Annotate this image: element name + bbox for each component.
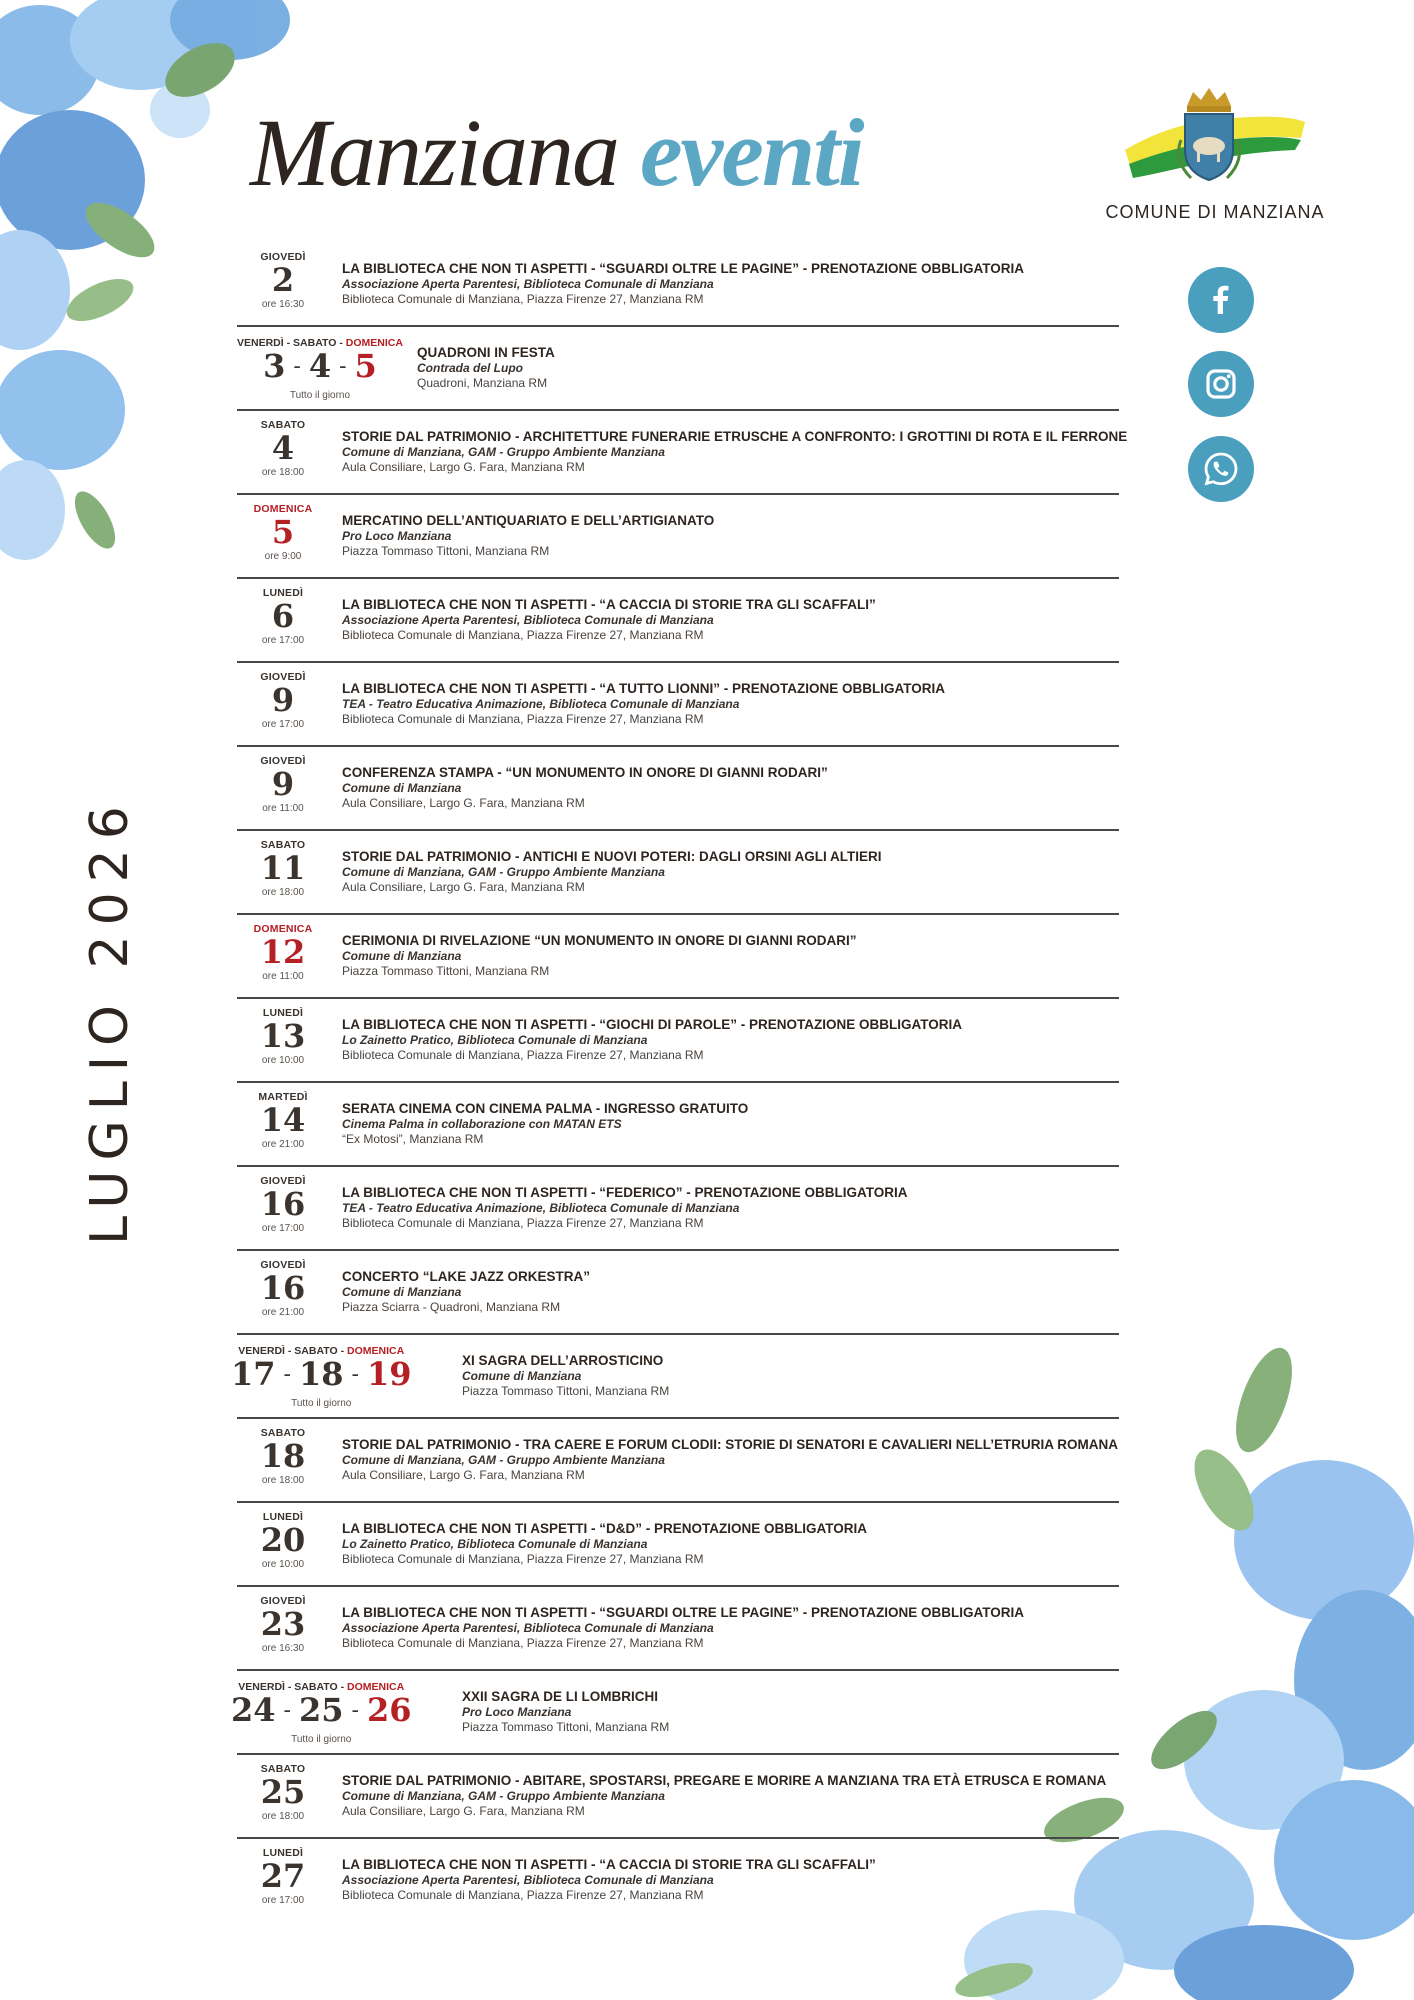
multi-dow-part: DOMENICA (347, 1345, 405, 1357)
event-row (237, 1167, 1119, 1251)
event-organizer: Comune di Manziana (342, 781, 462, 795)
event-location: Biblioteca Comunale di Manziana, Piazza Firenze 27, Manziana RM (342, 1048, 704, 1062)
multi-day-number: 19 (366, 1355, 412, 1393)
event-date (237, 1259, 329, 1318)
event-weekdays: VENERDÌ - SABATO - DOMENICA (237, 337, 403, 349)
event-time: Tutto il giorno (291, 1734, 352, 1745)
event-title: LA BIBLIOTECA CHE NON TI ASPETTI - “A CACCIA DI STORIE TRA GLI SCAFFALI” (342, 597, 876, 612)
event-row (231, 1335, 1119, 1419)
event-row (237, 747, 1119, 831)
event-location: Aula Consiliare, Largo G. Fara, Manziana RM (342, 1804, 585, 1818)
multi-day-number: 4 (308, 347, 332, 385)
event-info (342, 597, 1119, 642)
event-location: Aula Consiliare, Largo G. Fara, Manziana RM (342, 1468, 585, 1482)
event-day-number: 9 (271, 681, 295, 719)
event-row (237, 999, 1119, 1083)
event-location: Biblioteca Comunale di Manziana, Piazza Firenze 27, Manziana RM (342, 1552, 704, 1566)
event-info (342, 1101, 1119, 1146)
event-location: Biblioteca Comunale di Manziana, Piazza Firenze 27, Manziana RM (342, 292, 704, 306)
event-info (462, 1353, 1119, 1398)
event-date (237, 755, 329, 814)
event-organizer: Pro Loco Manziana (462, 1705, 572, 1719)
event-date (237, 587, 329, 646)
event-date (237, 923, 329, 982)
event-date (237, 839, 329, 898)
event-title: LA BIBLIOTECA CHE NON TI ASPETTI - “FEDERICO” - PRENOTAZIONE OBBLIGATORIA (342, 1185, 908, 1200)
event-date-range (231, 1681, 411, 1745)
event-day-number: 18 (260, 1437, 306, 1475)
event-title: LA BIBLIOTECA CHE NON TI ASPETTI - “D&D” - PRENOTAZIONE OBBLIGATORIA (342, 1521, 867, 1536)
event-location: Piazza Tommaso Tittoni, Manziana RM (342, 964, 550, 978)
event-row (237, 1755, 1119, 1839)
event-row (231, 1671, 1119, 1755)
event-title: LA BIBLIOTECA CHE NON TI ASPETTI - “GIOCHI DI PAROLE” - PRENOTAZIONE OBBLIGATORIA (342, 1017, 962, 1032)
event-weekday: GIOVEDÌ (260, 251, 306, 263)
event-row (237, 1419, 1119, 1503)
event-title: CONCERTO “LAKE JAZZ ORKESTRA” (342, 1269, 591, 1284)
multi-dow-part: SABATO (293, 337, 337, 349)
event-time: ore 21:00 (261, 1139, 305, 1150)
event-day-number: 6 (271, 597, 295, 635)
event-location: Piazza Tommaso Tittoni, Manziana RM (462, 1720, 670, 1734)
event-organizer: Associazione Aperta Parentesi, Biblioteca Comunale di Manziana (342, 277, 714, 291)
multi-day-number: 17 (231, 1355, 276, 1393)
event-organizer: Cinema Palma in collaborazione con MATAN ETS (342, 1117, 622, 1131)
event-location: Quadroni, Manziana RM (417, 376, 548, 390)
event-info (342, 1521, 1119, 1566)
event-row (237, 1251, 1119, 1335)
event-organizer: Comune di Manziana (342, 949, 462, 963)
instagram-button[interactable] (1188, 351, 1254, 417)
event-time: ore 17:00 (261, 1895, 305, 1906)
municipality-crest (1100, 80, 1330, 223)
event-title: LA BIBLIOTECA CHE NON TI ASPETTI - “A CACCIA DI STORIE TRA GLI SCAFFALI” (342, 1857, 876, 1872)
event-row (237, 663, 1119, 747)
event-info (342, 1605, 1119, 1650)
event-day-number: 5 (271, 513, 295, 551)
event-day-number: 9 (271, 765, 295, 803)
event-row (237, 1587, 1119, 1671)
event-organizer: Comune di Manziana, GAM - Gruppo Ambiente Manziana (342, 445, 665, 459)
event-title: XXII SAGRA DE LI LOMBRICHI (462, 1689, 659, 1704)
multi-day-number: 25 (298, 1691, 344, 1729)
event-title: XI SAGRA DELL’ARROSTICINO (462, 1353, 664, 1368)
event-date (237, 1763, 329, 1822)
day-separator: - (283, 1362, 291, 1387)
event-info (342, 1857, 1119, 1902)
event-time: ore 18:00 (261, 467, 305, 478)
event-info (342, 1773, 1119, 1818)
event-weekday: SABATO (260, 1763, 306, 1775)
event-time: ore 16:30 (261, 299, 305, 310)
event-time: ore 18:00 (261, 887, 305, 898)
event-weekday: GIOVEDÌ (260, 1595, 306, 1607)
event-organizer: Comune di Manziana (462, 1369, 582, 1383)
multi-day-number: 24 (231, 1691, 276, 1729)
event-date (237, 1847, 329, 1906)
event-row (237, 831, 1119, 915)
event-info (342, 849, 1119, 894)
event-date (237, 1427, 329, 1486)
multi-dow-part: DOMENICA (345, 337, 403, 349)
event-title: STORIE DAL PATRIMONIO - ABITARE, SPOSTARSI, PREGARE E MORIRE A MANZIANA TRA ETÀ ETRUSCA E ROMANA (342, 1773, 1107, 1788)
event-days (231, 1693, 411, 1732)
event-days (231, 1357, 411, 1396)
event-weekday: LUNEDÌ (262, 1511, 304, 1523)
event-day-number: 25 (260, 1773, 306, 1811)
event-day-number: 14 (260, 1101, 306, 1139)
event-day-number: 12 (260, 933, 306, 971)
multi-day-number: 5 (354, 347, 377, 385)
event-info (342, 765, 1119, 810)
event-organizer: TEA - Teatro Educativa Animazione, Biblioteca Comunale di Manziana (342, 1201, 740, 1215)
multi-dow-part: VENERDÌ (238, 1681, 285, 1693)
event-weekday: LUNEDÌ (262, 587, 304, 599)
event-day-number: 16 (260, 1269, 306, 1307)
event-date (237, 1511, 329, 1570)
event-weekday: DOMENICA (253, 923, 313, 935)
event-row (237, 327, 1119, 411)
event-title: LA BIBLIOTECA CHE NON TI ASPETTI - “SGUARDI OLTRE LE PAGINE” - PRENOTAZIONE OBBLIGATORIA (342, 1605, 1025, 1620)
event-days (237, 349, 403, 388)
event-title: STORIE DAL PATRIMONIO - ANTICHI E NUOVI POTERI: DAGLI ORSINI AGLI ALTIERI (342, 849, 882, 864)
event-day-number: 16 (260, 1185, 306, 1223)
event-time: ore 11:00 (262, 803, 304, 814)
event-time: ore 17:00 (261, 719, 305, 730)
event-location: Biblioteca Comunale di Manziana, Piazza Firenze 27, Manziana RM (342, 628, 704, 642)
multi-day-number: 18 (298, 1355, 344, 1393)
event-weekdays: VENERDÌ - SABATO - DOMENICA (238, 1681, 405, 1693)
crest-label: COMUNE DI MANZIANA (1105, 202, 1325, 222)
event-date (237, 1007, 329, 1066)
event-info (342, 1185, 1119, 1230)
event-time: ore 17:00 (261, 635, 305, 646)
event-row (237, 579, 1119, 663)
day-separator: - (283, 1698, 291, 1723)
event-time: ore 16:30 (261, 1643, 305, 1654)
multi-dow-part: VENERDÌ (237, 337, 284, 349)
event-date-range (231, 1345, 411, 1409)
day-separator: - (293, 354, 301, 379)
event-date (237, 1175, 329, 1234)
event-info (417, 345, 1119, 390)
event-weekday: SABATO (260, 839, 306, 851)
event-title: STORIE DAL PATRIMONIO - TRA CAERE E FORUM CLODII: STORIE DI SENATORI E CAVALIERI NELL’ETRURIA ROMANA (342, 1437, 1119, 1452)
day-separator: - (339, 354, 347, 379)
event-day-number: 27 (260, 1857, 306, 1895)
event-title: QUADRONI IN FESTA (417, 345, 555, 360)
event-date (237, 1091, 329, 1150)
title-main: Manziana (250, 99, 618, 206)
event-row (237, 1503, 1119, 1587)
multi-dow-part: SABATO (294, 1681, 338, 1693)
event-info (462, 1689, 1119, 1734)
event-row (237, 1839, 1119, 1923)
event-organizer: Associazione Aperta Parentesi, Biblioteca Comunale di Manziana (342, 1873, 714, 1887)
event-title: SERATA CINEMA CON CINEMA PALMA - INGRESSO GRATUITO (342, 1101, 749, 1116)
event-weekday: SABATO (260, 419, 306, 431)
event-title: LA BIBLIOTECA CHE NON TI ASPETTI - “A TUTTO LIONNI” - PRENOTAZIONE OBBLIGATORIA (342, 681, 945, 696)
event-info (342, 1017, 1119, 1062)
event-time: ore 18:00 (261, 1811, 305, 1822)
event-row (237, 243, 1119, 327)
event-weekday: LUNEDÌ (262, 1007, 304, 1019)
event-info (342, 933, 1119, 978)
event-date (237, 503, 329, 562)
event-info (342, 429, 1128, 474)
event-location: Biblioteca Comunale di Manziana, Piazza Firenze 27, Manziana RM (342, 712, 704, 726)
event-organizer: Contrada del Lupo (417, 361, 523, 375)
event-weekdays: VENERDÌ - SABATO - DOMENICA (238, 1345, 405, 1357)
events-list (231, 243, 1128, 1923)
event-title: LA BIBLIOTECA CHE NON TI ASPETTI - “SGUARDI OLTRE LE PAGINE” - PRENOTAZIONE OBBLIGATORIA (342, 261, 1025, 276)
event-organizer: Associazione Aperta Parentesi, Biblioteca Comunale di Manziana (342, 1621, 714, 1635)
multi-dow-part: VENERDÌ (238, 1345, 285, 1357)
event-weekday: SABATO (260, 1427, 306, 1439)
event-organizer: Comune di Manziana (342, 1285, 462, 1299)
event-row (237, 1083, 1119, 1167)
event-location: Biblioteca Comunale di Manziana, Piazza Firenze 27, Manziana RM (342, 1636, 704, 1650)
event-day-number: 13 (260, 1017, 306, 1055)
multi-day-number: 26 (366, 1691, 412, 1729)
event-time: ore 11:00 (262, 971, 304, 982)
event-location: Biblioteca Comunale di Manziana, Piazza Firenze 27, Manziana RM (342, 1888, 704, 1902)
event-title: CERIMONIA DI RIVELAZIONE “UN MONUMENTO IN ONORE DI GIANNI RODARI” (342, 933, 857, 948)
event-info (342, 681, 1119, 726)
event-row (237, 915, 1119, 999)
event-info (342, 513, 1119, 558)
facebook-button[interactable] (1188, 267, 1254, 333)
event-row (237, 411, 1128, 495)
event-day-number: 20 (260, 1521, 306, 1559)
event-weekday: DOMENICA (253, 503, 313, 515)
event-time: ore 10:00 (261, 1559, 305, 1570)
event-organizer: Comune di Manziana, GAM - Gruppo Ambiente Manziana (342, 1453, 665, 1467)
month-label: LUGLIO 2026 (80, 796, 140, 1245)
day-separator: - (351, 1362, 359, 1387)
whatsapp-button[interactable] (1188, 436, 1254, 502)
event-location: Aula Consiliare, Largo G. Fara, Manziana RM (342, 880, 585, 894)
multi-day-number: 3 (263, 347, 286, 385)
event-weekday: LUNEDÌ (262, 1847, 304, 1859)
event-organizer: Comune di Manziana, GAM - Gruppo Ambiente Manziana (342, 1789, 665, 1803)
event-weekday: GIOVEDÌ (260, 671, 306, 683)
event-weekday: GIOVEDÌ (260, 1175, 306, 1187)
event-info (342, 1437, 1119, 1482)
event-organizer: TEA - Teatro Educativa Animazione, Biblioteca Comunale di Manziana (342, 697, 740, 711)
event-time: ore 18:00 (261, 1475, 305, 1486)
event-organizer: Comune di Manziana, GAM - Gruppo Ambiente Manziana (342, 865, 665, 879)
event-day-number: 23 (260, 1605, 306, 1643)
event-location: Aula Consiliare, Largo G. Fara, Manziana RM (342, 796, 585, 810)
title-accent: eventi (640, 99, 863, 206)
event-location: Piazza Sciarra - Quadroni, Manziana RM (342, 1300, 561, 1314)
event-time: ore 9:00 (264, 551, 302, 562)
event-title: MERCATINO DELL’ANTIQUARIATO E DELL’ARTIGIANATO (342, 513, 715, 528)
whatsapp-icon (1201, 449, 1241, 489)
event-day-number: 4 (271, 429, 295, 467)
event-title: STORIE DAL PATRIMONIO - ARCHITETTURE FUNERARIE ETRUSCHE A CONFRONTO: I GROTTINI DI ROTA E IL FERRONE (342, 429, 1128, 444)
page-title (250, 99, 863, 206)
day-separator: - (351, 1698, 359, 1723)
event-weekday: GIOVEDÌ (260, 755, 306, 767)
event-date (237, 1595, 329, 1654)
event-organizer: Associazione Aperta Parentesi, Biblioteca Comunale di Manziana (342, 613, 714, 627)
event-time: ore 21:00 (261, 1307, 305, 1318)
event-date (237, 671, 329, 730)
event-organizer: Lo Zainetto Pratico, Biblioteca Comunale di Manziana (342, 1033, 648, 1047)
event-date (237, 419, 329, 478)
instagram-icon (1201, 364, 1241, 404)
event-title: CONFERENZA STAMPA - “UN MONUMENTO IN ONORE DI GIANNI RODARI” (342, 765, 828, 780)
event-weekday: MARTEDÌ (258, 1091, 308, 1103)
event-location: Aula Consiliare, Largo G. Fara, Manziana RM (342, 460, 585, 474)
event-date-range (237, 337, 403, 401)
event-weekday: GIOVEDÌ (260, 1259, 306, 1271)
event-location: Biblioteca Comunale di Manziana, Piazza Firenze 27, Manziana RM (342, 1216, 704, 1230)
event-time: ore 10:00 (261, 1055, 305, 1066)
multi-dow-part: DOMENICA (347, 1681, 405, 1693)
event-time: Tutto il giorno (291, 1398, 352, 1409)
event-info (342, 261, 1119, 306)
event-date (237, 251, 329, 310)
event-organizer: Pro Loco Manziana (342, 529, 452, 543)
event-day-number: 2 (271, 261, 295, 299)
event-row (237, 495, 1119, 579)
event-organizer: Lo Zainetto Pratico, Biblioteca Comunale di Manziana (342, 1537, 648, 1551)
facebook-icon (1201, 280, 1241, 320)
multi-dow-part: SABATO (294, 1345, 338, 1357)
event-day-number: 11 (260, 849, 306, 887)
event-location: Piazza Tommaso Tittoni, Manziana RM (342, 544, 550, 558)
event-time: Tutto il giorno (289, 390, 351, 401)
event-info (342, 1269, 1119, 1314)
event-location: Piazza Tommaso Tittoni, Manziana RM (462, 1384, 670, 1398)
event-time: ore 17:00 (261, 1223, 305, 1234)
event-location: “Ex Motosi”, Manziana RM (342, 1132, 484, 1146)
crest-logo (1115, 80, 1315, 192)
